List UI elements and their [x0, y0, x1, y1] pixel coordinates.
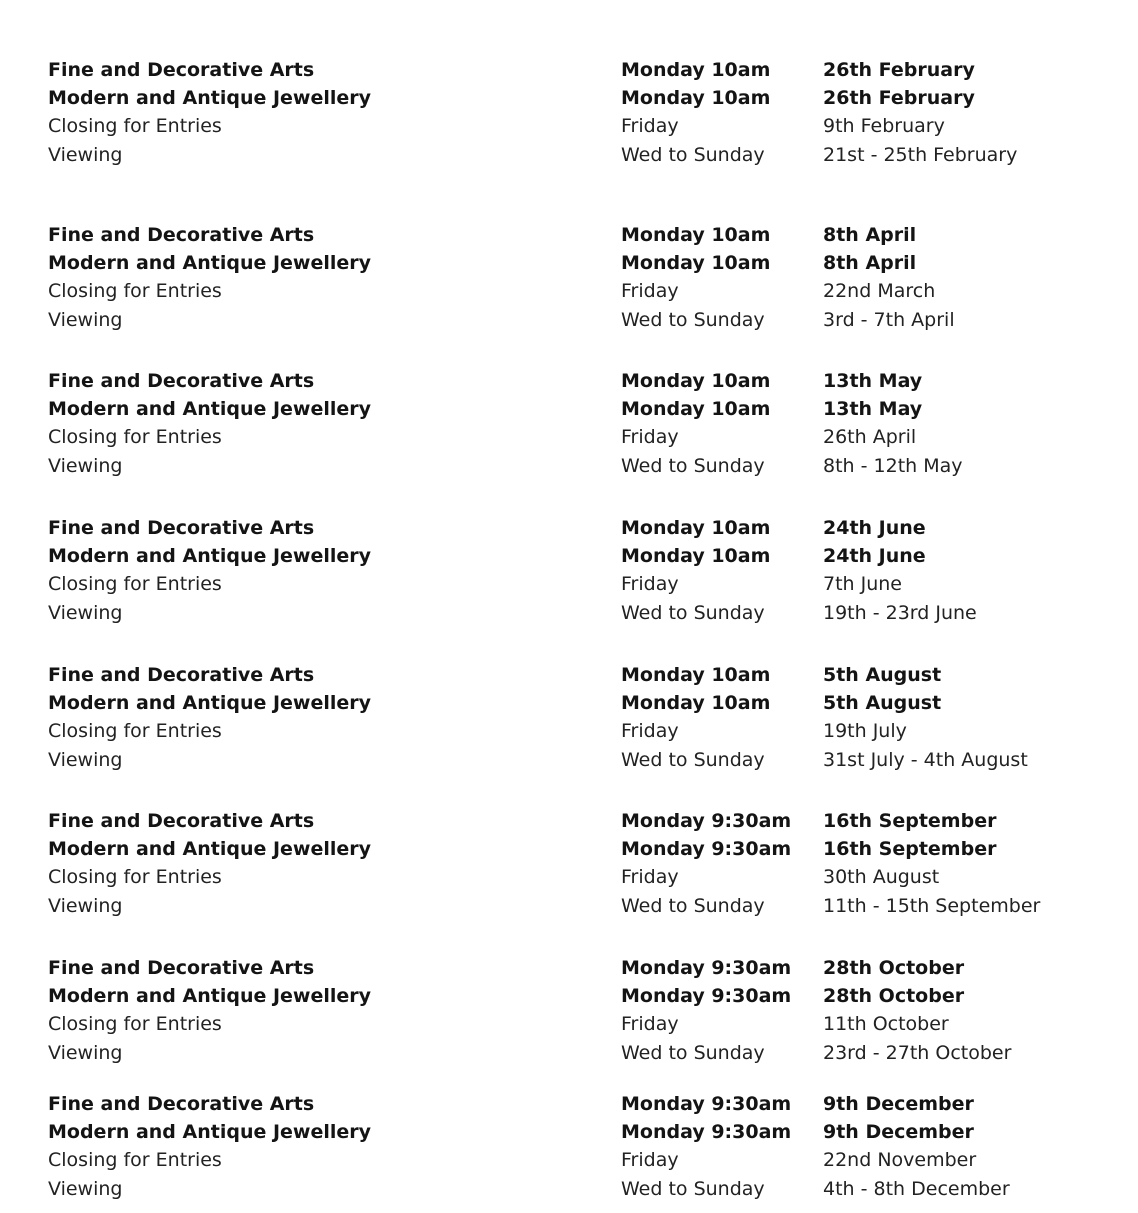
- row-label: Fine and Decorative Arts: [48, 224, 315, 246]
- row-date: 13th May: [823, 370, 923, 392]
- row-date: 24th June: [823, 545, 926, 568]
- row-day: Friday: [621, 866, 679, 889]
- row-date: 11th - 15th September: [823, 894, 1041, 917]
- row-date: 31st July - 4th August: [823, 748, 1028, 771]
- row-label: Fine and Decorative Arts: [48, 810, 315, 832]
- row-date: 16th September: [823, 838, 997, 861]
- schedule-row: [48, 249, 1108, 277]
- schedule-row: [48, 1039, 1108, 1067]
- schedule-row: [48, 542, 1108, 570]
- schedule-row: [48, 1175, 1108, 1203]
- schedule-row: [48, 570, 1108, 598]
- row-date: 21st - 25th February: [823, 143, 1018, 166]
- row-label: Fine and Decorative Arts: [48, 957, 315, 979]
- row-day: Monday 10am: [621, 398, 771, 421]
- row-day: Monday 9:30am: [621, 957, 792, 979]
- row-day: Friday: [621, 573, 679, 596]
- sale-block: [48, 221, 1108, 334]
- row-label: Fine and Decorative Arts: [48, 517, 315, 539]
- row-date: 26th February: [823, 87, 975, 110]
- row-date: 5th August: [823, 692, 942, 715]
- schedule-row: [48, 141, 1108, 169]
- schedule-row: [48, 863, 1108, 891]
- row-date: 9th December: [823, 1093, 974, 1115]
- schedule-row: [48, 514, 1108, 542]
- schedule-row: [48, 599, 1108, 627]
- schedule-row: [48, 1010, 1108, 1038]
- row-label: Closing for Entries: [48, 866, 222, 889]
- sale-block: [48, 661, 1108, 774]
- row-day: Wed to Sunday: [621, 1041, 765, 1064]
- row-label: Viewing: [48, 601, 123, 624]
- row-label: Viewing: [48, 894, 123, 917]
- row-day: Monday 10am: [621, 252, 771, 275]
- row-day: Monday 9:30am: [621, 1121, 792, 1144]
- row-date: 28th October: [823, 985, 965, 1008]
- row-day: Monday 10am: [621, 692, 771, 715]
- row-label: Viewing: [48, 748, 123, 771]
- row-day: Monday 10am: [621, 59, 771, 81]
- schedule-row: [48, 112, 1108, 140]
- schedule-row: [48, 835, 1108, 863]
- row-date: 5th August: [823, 664, 942, 686]
- schedule-row: [48, 367, 1108, 395]
- row-label: Closing for Entries: [48, 115, 222, 138]
- row-day: Friday: [621, 280, 679, 303]
- schedule-row: [48, 56, 1108, 84]
- row-label: Fine and Decorative Arts: [48, 59, 315, 81]
- schedule-row: [48, 452, 1108, 480]
- row-day: Wed to Sunday: [621, 1177, 765, 1200]
- row-date: 7th June: [823, 573, 902, 596]
- row-label: Closing for Entries: [48, 280, 222, 303]
- row-date: 11th October: [823, 1013, 949, 1036]
- row-day: Wed to Sunday: [621, 894, 765, 917]
- row-date: 9th February: [823, 115, 945, 138]
- sale-block: [48, 807, 1108, 920]
- row-day: Monday 10am: [621, 664, 771, 686]
- schedule-row: [48, 423, 1108, 451]
- row-day: Wed to Sunday: [621, 308, 765, 331]
- schedule-row: [48, 807, 1108, 835]
- row-day: Monday 10am: [621, 545, 771, 568]
- row-day: Friday: [621, 426, 679, 449]
- row-date: 13th May: [823, 398, 923, 421]
- row-day: Friday: [621, 1149, 679, 1172]
- row-day: Monday 10am: [621, 370, 771, 392]
- row-date: 16th September: [823, 810, 997, 832]
- schedule-row: [48, 661, 1108, 689]
- row-date: 22nd November: [823, 1149, 977, 1172]
- row-label: Closing for Entries: [48, 1149, 222, 1172]
- row-day: Monday 9:30am: [621, 985, 792, 1008]
- row-date: 9th December: [823, 1121, 974, 1144]
- row-label: Closing for Entries: [48, 426, 222, 449]
- schedule-row: [48, 892, 1108, 920]
- row-date: 8th April: [823, 224, 917, 246]
- row-date: 19th - 23rd June: [823, 601, 977, 624]
- row-label: Modern and Antique Jewellery: [48, 985, 372, 1008]
- row-date: 22nd March: [823, 280, 936, 303]
- row-day: Monday 9:30am: [621, 1093, 792, 1115]
- row-label: Closing for Entries: [48, 720, 222, 743]
- sale-block: [48, 367, 1108, 480]
- row-day: Monday 10am: [621, 517, 771, 539]
- row-label: Modern and Antique Jewellery: [48, 692, 372, 715]
- row-label: Viewing: [48, 1041, 123, 1064]
- schedule-row: [48, 277, 1108, 305]
- row-label: Viewing: [48, 143, 123, 166]
- schedule-row: [48, 982, 1108, 1010]
- row-label: Closing for Entries: [48, 1013, 222, 1036]
- row-date: 23rd - 27th October: [823, 1041, 1012, 1064]
- schedule-row: [48, 717, 1108, 745]
- schedule-row: [48, 689, 1108, 717]
- schedule-row: [48, 1118, 1108, 1146]
- row-day: Wed to Sunday: [621, 143, 765, 166]
- row-label: Modern and Antique Jewellery: [48, 87, 372, 110]
- row-label: Closing for Entries: [48, 573, 222, 596]
- row-date: 26th February: [823, 59, 975, 81]
- schedule-row: [48, 746, 1108, 774]
- row-date: 30th August: [823, 866, 940, 889]
- row-label: Modern and Antique Jewellery: [48, 398, 372, 421]
- schedule-row: [48, 1146, 1108, 1174]
- sale-block: [48, 56, 1108, 169]
- row-day: Friday: [621, 720, 679, 743]
- row-label: Viewing: [48, 308, 123, 331]
- row-date: 26th April: [823, 426, 917, 449]
- row-date: 24th June: [823, 517, 926, 539]
- row-day: Wed to Sunday: [621, 748, 765, 771]
- row-day: Monday 10am: [621, 224, 771, 246]
- row-label: Modern and Antique Jewellery: [48, 1121, 372, 1144]
- schedule-row: [48, 395, 1108, 423]
- row-day: Monday 10am: [621, 87, 771, 110]
- row-date: 4th - 8th December: [823, 1177, 1010, 1200]
- row-day: Monday 9:30am: [621, 810, 792, 832]
- row-day: Wed to Sunday: [621, 601, 765, 624]
- schedule-row: [48, 221, 1108, 249]
- row-label: Modern and Antique Jewellery: [48, 838, 372, 861]
- row-date: 3rd - 7th April: [823, 308, 955, 331]
- sale-block: [48, 1090, 1108, 1203]
- row-label: Fine and Decorative Arts: [48, 370, 315, 392]
- sale-block: [48, 954, 1108, 1067]
- schedule-row: [48, 306, 1108, 334]
- row-day: Friday: [621, 115, 679, 138]
- row-label: Modern and Antique Jewellery: [48, 252, 372, 275]
- row-date: 8th April: [823, 252, 917, 275]
- row-date: 19th July: [823, 720, 907, 743]
- schedule-row: [48, 954, 1108, 982]
- row-label: Viewing: [48, 1177, 123, 1200]
- row-label: Fine and Decorative Arts: [48, 664, 315, 686]
- row-day: Friday: [621, 1013, 679, 1036]
- row-date: 28th October: [823, 957, 965, 979]
- row-day: Wed to Sunday: [621, 454, 765, 477]
- sale-block: [48, 514, 1108, 627]
- row-label: Modern and Antique Jewellery: [48, 545, 372, 568]
- schedule-row: [48, 1090, 1108, 1118]
- row-date: 8th - 12th May: [823, 454, 963, 477]
- row-label: Viewing: [48, 454, 123, 477]
- schedule-row: [48, 84, 1108, 112]
- row-day: Monday 9:30am: [621, 838, 792, 861]
- row-label: Fine and Decorative Arts: [48, 1093, 315, 1115]
